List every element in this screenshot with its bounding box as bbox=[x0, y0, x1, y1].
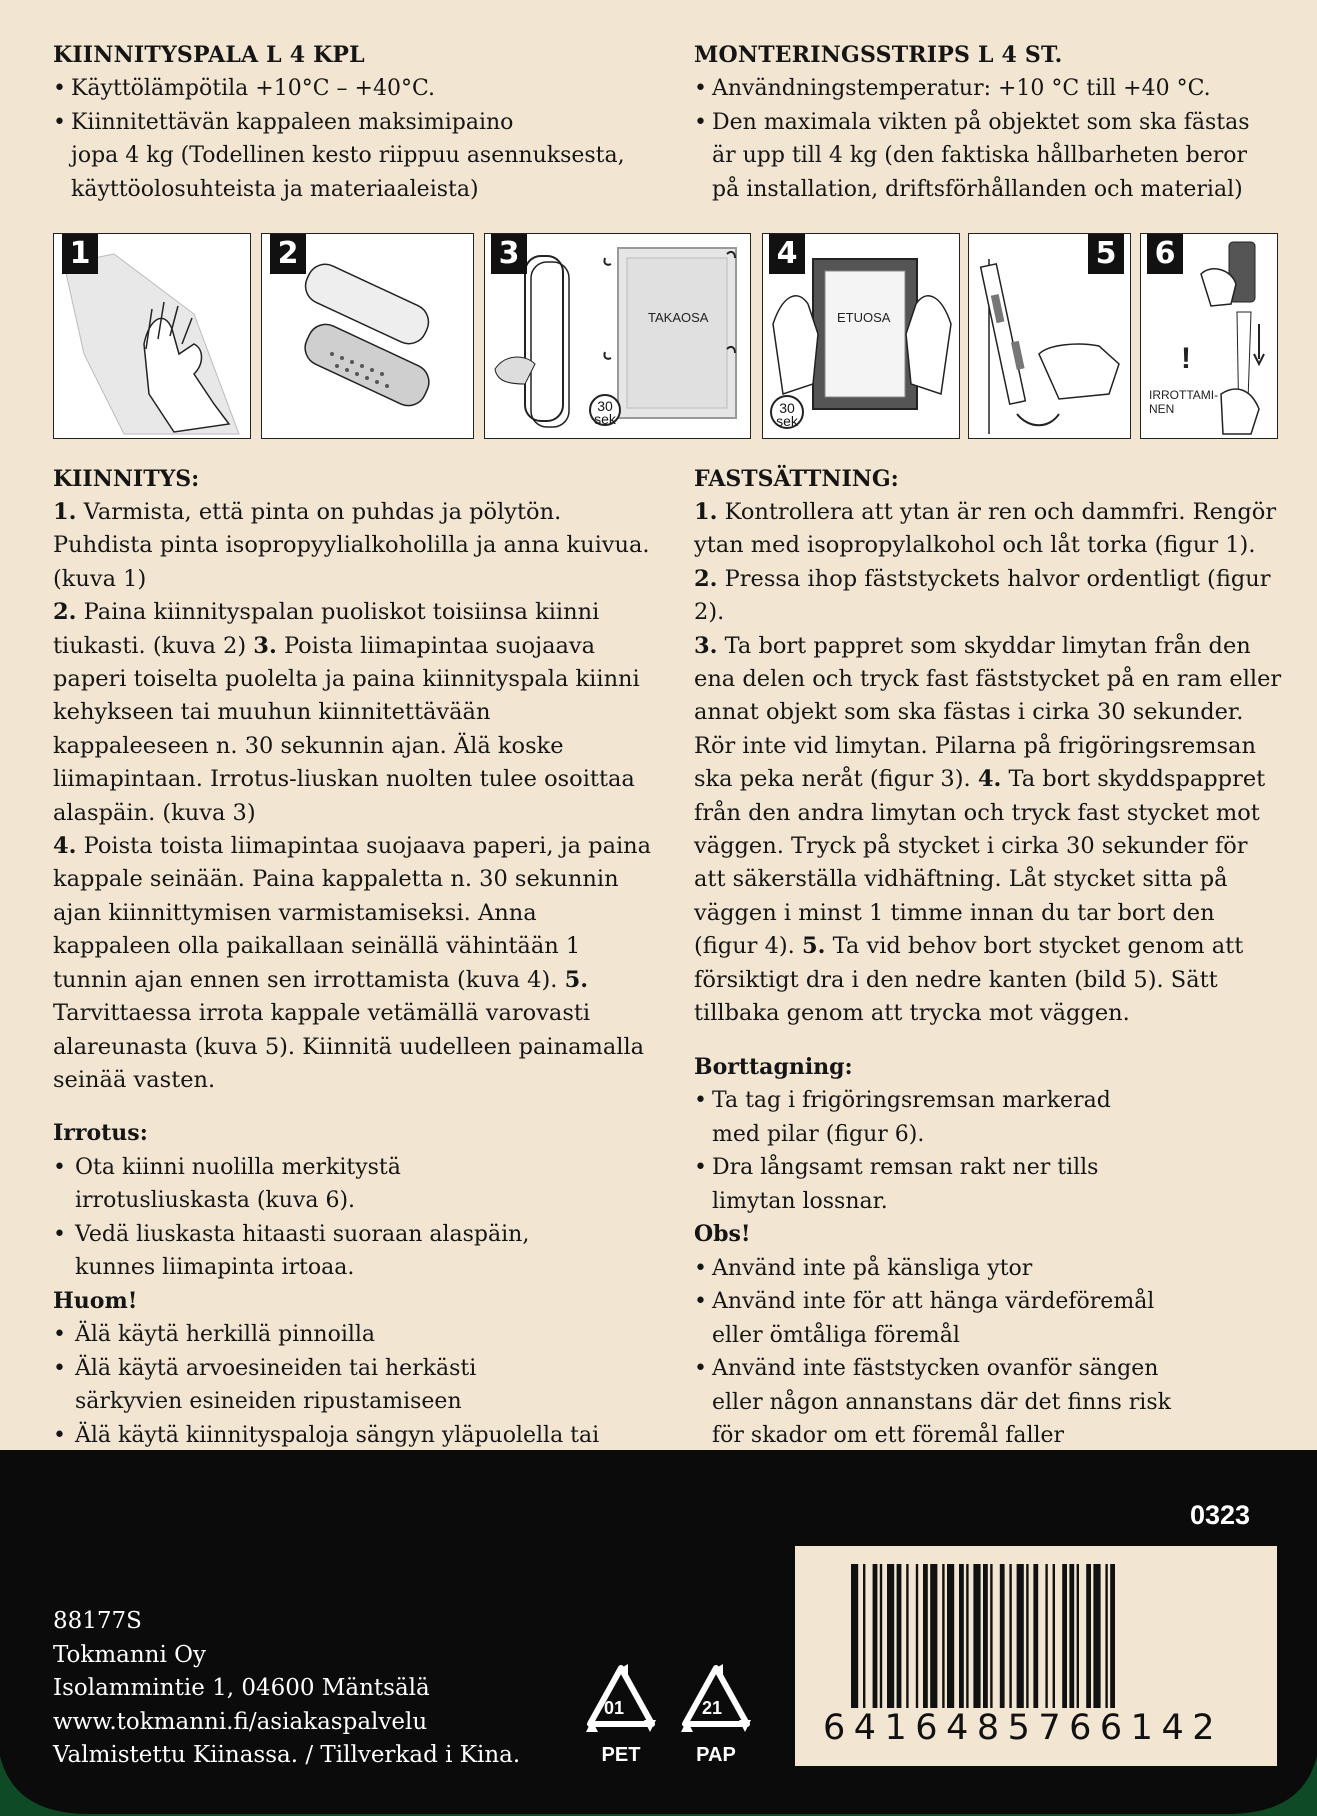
list-item: • Älä käytä arvoesineiden tai herkästi särkyvien esineiden ripustamiseen bbox=[53, 1352, 653, 1419]
step-text: Poista toista liimapintaa suojaava paperi, ja paina kappale seinään. Paina kappaletta n. 30 sekunnin ajan kiinnittymisen varmistamiseksi. Anna kappaleen olla paikallaan seinällä vähintään 1 tunnin ajan ennen sen irrottamista (kuva 4). bbox=[53, 833, 652, 993]
timer-icon bbox=[771, 402, 803, 428]
sv-removal-list bbox=[694, 1084, 1284, 1218]
back-side-label: TAKAOSA bbox=[648, 310, 709, 325]
print-code: 0323 bbox=[1190, 1500, 1251, 1530]
fi-instructions-heading: KIINNITYS: bbox=[53, 466, 200, 492]
warning-icon: ! bbox=[1181, 342, 1191, 375]
step-number: 4 bbox=[769, 234, 805, 274]
step-text: Paina kiinnityspalan puoliskot toisiinsa kiinni tiukasti. (kuva 2) bbox=[53, 599, 600, 659]
step-num: 5. bbox=[564, 966, 589, 993]
fi-product-title: KIINNITYSPALA L 4 KPL bbox=[53, 42, 365, 68]
step-3-panel bbox=[484, 233, 751, 439]
step-5-panel bbox=[968, 233, 1131, 439]
list-item: • Älä käytä kiinnityspaloja sängyn yläpuolella tai bbox=[53, 1419, 653, 1520]
step-text: Tarvittaessa irrota kappale vetämällä varovasti alareunasta (kuva 5). Kiinnitä uudelleen painamalla seinää vasten. bbox=[53, 1000, 645, 1093]
fi-removal-heading: Irrotus: bbox=[53, 1120, 148, 1147]
recycle-code: 21 bbox=[702, 1698, 723, 1718]
list-item: • Den maximala vikten på objektet som ska fästas är upp till 4 kg (den faktiska hållbarheten beror på installation, driftsförhållanden och material) bbox=[694, 106, 1294, 207]
step-number: 2 bbox=[270, 234, 306, 274]
list-item: • Älä käytä herkillä pinnoilla bbox=[53, 1318, 653, 1352]
step-number: 1 bbox=[62, 234, 98, 274]
timer-unit: sek bbox=[594, 411, 616, 427]
recycle-pet-icon bbox=[580, 1662, 662, 1772]
step-6-panel bbox=[1140, 233, 1278, 439]
list-item: • Ta tag i frigöringsremsan markerad med pilar (figur 6). bbox=[694, 1084, 1284, 1151]
list-item: • Vedä liuskasta hitaasti suoraan alaspäin, kunnes liimapinta irtoaa. bbox=[53, 1218, 653, 1285]
sv-note-list bbox=[694, 1252, 1284, 1453]
fi-removal-list bbox=[53, 1151, 653, 1285]
timer-number: 30 bbox=[779, 400, 795, 416]
removal-label-line: IRROTTAMI- bbox=[1149, 388, 1219, 402]
step-number: 5 bbox=[1088, 234, 1124, 274]
step-1-panel bbox=[53, 233, 251, 439]
sv-instructions bbox=[694, 462, 1284, 1453]
timer-icon bbox=[589, 400, 621, 426]
company-info: 88177S Tokmanni Oy Isolammintie 1, 04600 Mäntsälä www.tokmanni.fi/asiakaspalvelu Valmistettu Kiinassa. / Tillverkad i Kina. bbox=[53, 1608, 521, 1768]
front-side-label: ETUOSA bbox=[837, 310, 891, 325]
list-item: • Kiinnitettävän kappaleen maksimipaino jopa 4 kg (Todellinen kesto riippuu asennuksesta, käyttöolosuhteista ja materiaaleista) bbox=[53, 106, 653, 207]
recycle-pap-icon bbox=[675, 1662, 757, 1772]
removal-label bbox=[1149, 388, 1218, 416]
sv-instructions-heading: FASTSÄTTNING: bbox=[694, 466, 899, 492]
removal-label-line: NEN bbox=[1149, 402, 1175, 416]
step-4-panel bbox=[762, 233, 960, 439]
list-item: • Ota kiinni nuolilla merkitystä irrotusliuskasta (kuva 6). bbox=[53, 1151, 653, 1218]
step-text: Ta bort pappret som skyddar limytan från den ena delen och tryck fast fäststycket på en ram eller annat objekt som ska fästas i cirka 30 sekunder. Rör inte vid limytan. Pilarna på frigöringsremsan ska peka neråt (figur 3). bbox=[694, 632, 1282, 793]
sv-product-bullets bbox=[694, 72, 1294, 206]
sv-product-info bbox=[694, 38, 1294, 206]
sv-removal-heading: Borttagning: bbox=[694, 1053, 853, 1080]
step-text: Varmista, että pinta on puhdas ja pölytön. Puhdista pinta isopropyylialkoholilla ja anna kuivua. (kuva 1) bbox=[53, 499, 650, 592]
step-num: 3. bbox=[253, 632, 277, 659]
fi-product-bullets bbox=[53, 72, 653, 206]
step-num: 2. bbox=[53, 599, 77, 626]
timer-number: 30 bbox=[597, 398, 613, 414]
step-number: 6 bbox=[1147, 234, 1183, 274]
step-num: 1. bbox=[694, 499, 718, 525]
step-text: Ta vid behov bort stycket genom att försiktigt dra i den nedre kanten (bild 5). Sätt tillbaka genom att trycka mot väggen. bbox=[694, 933, 1244, 1027]
step-text: Ta bort skyddspappret från den andra limytan och tryck fast stycket mot väggen. Tryck på stycket i cirka 30 sekunder för att säkerställa vidhäftning. Låt stycket sitta på väggen i minst 1 timme innan du tar bort den (figur 4). bbox=[694, 766, 1266, 960]
timer-unit: sek bbox=[776, 413, 798, 429]
footer bbox=[0, 1450, 1317, 1816]
step-num: 3. bbox=[694, 632, 718, 659]
barcode-digits: 6416485766142 bbox=[823, 1708, 1253, 1748]
step-text: Kontrollera att ytan är ren och dammfri. Rengör ytan med isopropylalkohol och låt torka (figur 1). bbox=[694, 499, 1277, 559]
step-2-panel bbox=[261, 233, 474, 439]
step-text: Poista liimapintaa suojaava paperi toiselta puolelta ja paina kiinnityspala kiinni kehykseen tai muuhun kiinnitettävään kappaleeseen n. 30 sekunnin ajan. Älä koske liimapintaan. Irrotus-liuskan nuolten tulee osoittaa alaspäin. (kuva 3) bbox=[53, 632, 640, 826]
step-number: 3 bbox=[491, 234, 527, 274]
fi-note-heading: Huom! bbox=[53, 1287, 138, 1314]
sv-note-heading: Obs! bbox=[694, 1221, 751, 1247]
recycle-label: PAP bbox=[696, 1744, 736, 1766]
fi-instructions bbox=[53, 462, 653, 1519]
sv-product-title: MONTERINGSSTRIPS L 4 ST. bbox=[694, 42, 1063, 68]
list-item: • Använd inte på känsliga ytor bbox=[694, 1252, 1284, 1286]
step-num: 4. bbox=[53, 833, 77, 860]
list-item: • Dra långsamt remsan rakt ner tills limytan lossnar. bbox=[694, 1151, 1284, 1218]
sv-steps bbox=[694, 496, 1284, 1031]
recycle-label: PET bbox=[601, 1744, 641, 1766]
fi-product-info bbox=[53, 38, 653, 206]
step-num: 2. bbox=[694, 565, 718, 592]
step-num: 1. bbox=[53, 499, 77, 525]
list-item: • Användningstemperatur: +10 °C till +40 °C. bbox=[694, 72, 1294, 106]
list-item: • Använd inte fäststycken ovanför sängen eller någon annanstans där det finns risk för skador om ett föremål faller bbox=[694, 1352, 1284, 1453]
barcode bbox=[795, 1546, 1277, 1766]
list-item: • Använd inte för att hänga värdeföremål eller ömtåliga föremål bbox=[694, 1285, 1284, 1352]
step-text: Pressa ihop fäststyckets halvor ordentligt (figur 2). bbox=[694, 565, 1271, 626]
list-item: • Käyttölämpötila +10°C – +40°C. bbox=[53, 72, 653, 106]
step-num: 4. bbox=[977, 766, 1002, 793]
fi-steps bbox=[53, 496, 653, 1097]
recycle-code: 01 bbox=[604, 1698, 625, 1718]
step-num: 5. bbox=[802, 933, 826, 960]
